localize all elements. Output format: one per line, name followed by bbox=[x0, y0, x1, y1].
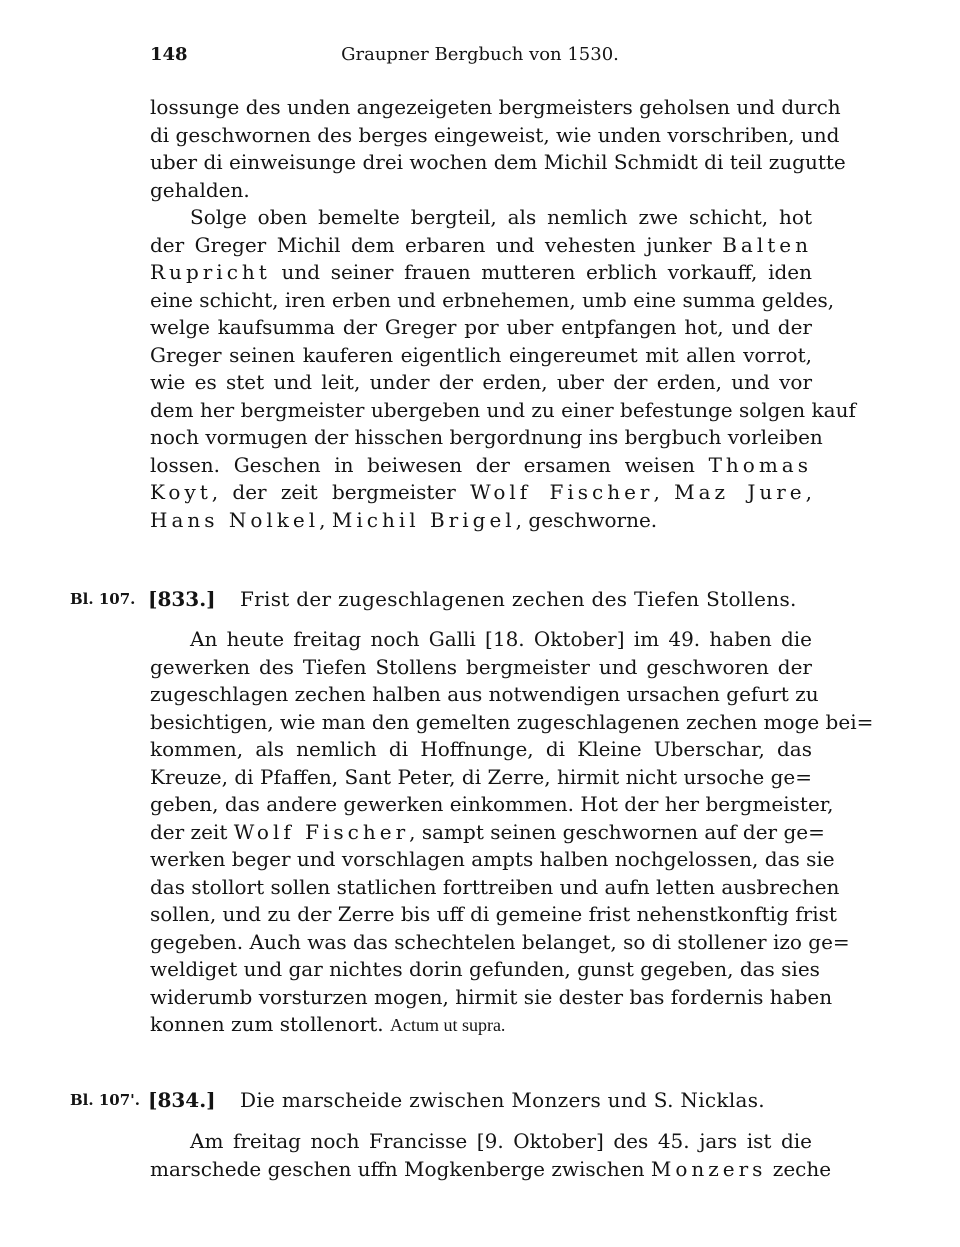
text-line bbox=[150, 452, 812, 480]
text-run: marschede geschen uffn Mogkenberge zwischen bbox=[150, 1156, 651, 1181]
text-run: , bbox=[319, 507, 332, 532]
text-run: , sampt seinen geschwornen auf der ge= bbox=[409, 819, 825, 844]
entry-heading-833 bbox=[70, 584, 812, 614]
text-run: zeche bbox=[766, 1156, 832, 1181]
text-line: weldiget und gar nichtes dorin gefunden, gunst gegeben, das sies bbox=[150, 957, 820, 981]
text-line: gehalden. bbox=[150, 177, 250, 202]
latin-phrase: Actum ut supra. bbox=[389, 1015, 506, 1035]
entry-number: [833.] bbox=[148, 587, 216, 611]
person-name: Thomas bbox=[708, 452, 812, 477]
entry-heading-834 bbox=[70, 1085, 812, 1115]
text-run: der Greger Michil dem erbaren und vehesten junker bbox=[150, 232, 723, 257]
text-line bbox=[150, 819, 825, 847]
paragraph-sale-record bbox=[150, 204, 856, 534]
person-name: Balten bbox=[722, 232, 812, 257]
text-line: das stollort sollen statlichen forttreiben und aufn letten ausbrechen bbox=[150, 874, 840, 899]
text-line: widerumb vorsturzen mogen, hirmit sie dester bas fordernis haben bbox=[150, 984, 833, 1009]
text-line: besichtigen, wie man den gemelten zugeschlagenen zechen moge bei= bbox=[150, 709, 874, 734]
place-name: Monzers bbox=[650, 1156, 767, 1181]
paragraph-continuation bbox=[150, 94, 846, 204]
running-title: Graupner Bergbuch von 1530. bbox=[341, 44, 619, 65]
folio-reference: Bl. 107'. bbox=[70, 1091, 140, 1109]
entry-number: [834.] bbox=[148, 1088, 216, 1112]
entry-title: Die marscheide zwischen Monzers und S. Nicklas. bbox=[240, 1088, 765, 1112]
paragraph-entry-833 bbox=[150, 626, 874, 1039]
text-line: welge kaufsumma der Greger por uber entpfangen hot, und der bbox=[150, 315, 812, 339]
text-run: , der zeit bergmeister bbox=[211, 480, 471, 504]
text-line bbox=[150, 1011, 812, 1039]
text-line: noch vormugen der hisschen bergordnung ins bergbuch vorleiben bbox=[150, 425, 823, 449]
page-header bbox=[150, 40, 810, 70]
text-run: , bbox=[805, 480, 812, 504]
text-line: lossunge des unden angezeigeten bergmeisters geholsen und durch bbox=[150, 95, 841, 119]
person-name: Wolf Fischer bbox=[470, 480, 654, 504]
person-name: Maz Jure bbox=[674, 480, 806, 504]
text-line: An heute freitag noch Galli [18. Oktober] im 49. haben die bbox=[190, 627, 812, 651]
text-line: dem her bergmeister ubergeben und zu einer befestunge solgen kauf bbox=[150, 397, 856, 422]
text-run: , geschworne. bbox=[515, 507, 658, 532]
text-line: uber di einweisunge drei wochen dem Michil Schmidt di teil zugutte bbox=[150, 150, 846, 174]
page-number: 148 bbox=[150, 44, 188, 65]
text-line: geben, das andere gewerken einkommen. Hot der her bergmeister, bbox=[150, 792, 834, 816]
text-line: kommen, als nemlich di Hoffnunge, di Kleine Uberschar, das bbox=[150, 737, 812, 761]
text-run: lossen. Geschen in beiwesen der ersamen weisen bbox=[150, 452, 709, 477]
text-run: und seiner frauen mutteren erblich vorkauff, iden bbox=[270, 260, 812, 284]
text-line: Greger seinen kauferen eigentlich eingereumet mit allen vorrot, bbox=[150, 342, 812, 367]
text-line: di geschwornen des berges eingeweist, wie unden vorschriben, und bbox=[150, 122, 840, 147]
text-line: Am freitag noch Francisse [9. Oktober] des 45. jars ist die bbox=[190, 1129, 812, 1153]
text-line: Solge oben bemelte bergteil, als nemlich zwe schicht, hot bbox=[190, 205, 812, 229]
text-line bbox=[150, 1156, 832, 1184]
text-line: eine schicht, iren erben und erbnehemen, umb eine summa geldes, bbox=[150, 287, 835, 312]
text-line: wie es stet und leit, under der erden, uber der erden, und vor bbox=[150, 370, 812, 394]
person-name: Koyt bbox=[150, 480, 212, 504]
text-run: der zeit bbox=[150, 819, 234, 844]
text-line bbox=[150, 479, 812, 507]
text-line: Kreuze, di Pfaffen, Sant Peter, di Zerre, hirmit nicht ursoche ge= bbox=[150, 764, 812, 789]
text-line: zugeschlagen zechen halben aus notwendigen ursachen gefurt zu bbox=[150, 682, 819, 706]
text-line: werken beger und vorschlagen ampts halben nochgelossen, das sie bbox=[150, 847, 835, 871]
text-run: konnen zum stollenort. bbox=[150, 1012, 390, 1036]
text-line bbox=[150, 259, 812, 287]
folio-reference: Bl. 107. bbox=[70, 590, 136, 608]
text-line: gegeben. Auch was das schechtelen belanget, so di stollener izo ge= bbox=[150, 929, 850, 954]
paragraph-entry-834 bbox=[150, 1128, 832, 1183]
text-line: gewerken des Tiefen Stollens bergmeister und geschworen der bbox=[150, 654, 812, 679]
person-name: Wolf Fischer bbox=[233, 819, 410, 844]
person-name: Michil Brigel bbox=[331, 507, 516, 532]
entry-title: Frist der zugeschlagenen zechen des Tiefen Stollens. bbox=[240, 587, 797, 611]
text-run: , bbox=[653, 480, 675, 504]
text-line bbox=[150, 232, 812, 260]
person-name: Hans Nolkel bbox=[150, 507, 320, 532]
text-line bbox=[150, 507, 812, 535]
text-line: sollen, und zu der Zerre bis uff di gemeine frist nehenstkonftig frist bbox=[150, 902, 837, 926]
person-name: Rupricht bbox=[150, 260, 271, 284]
